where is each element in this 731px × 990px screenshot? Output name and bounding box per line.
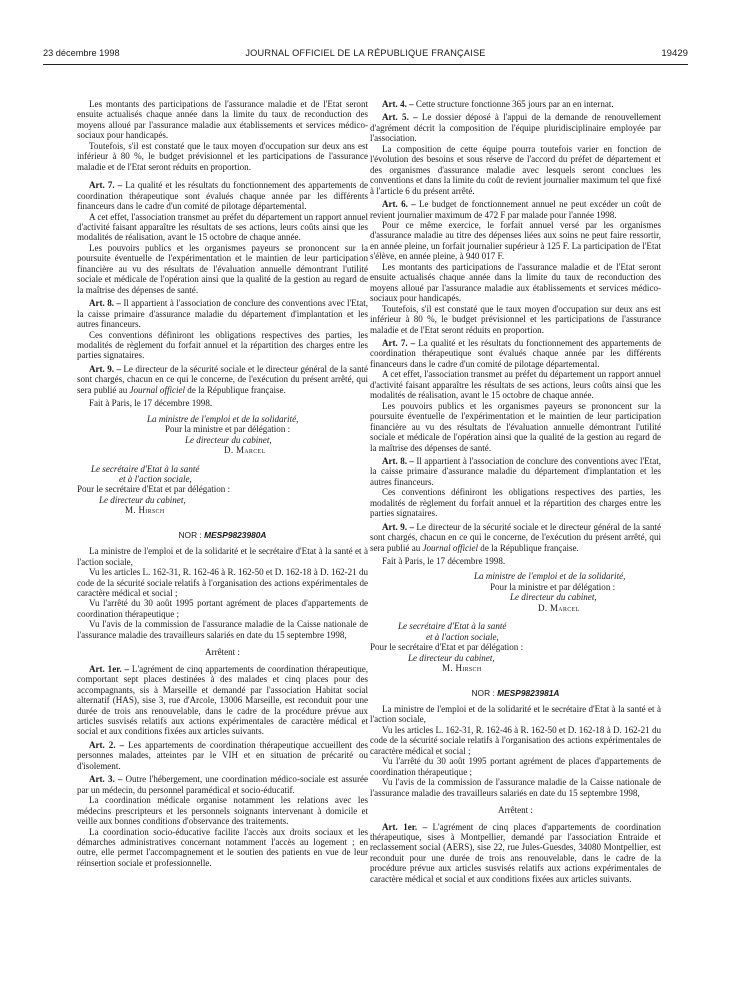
article-text: de la République française. bbox=[185, 384, 286, 395]
journal-officiel: Journal officiel bbox=[129, 384, 186, 395]
signatory-title: et à l'action sociale, bbox=[426, 631, 499, 642]
article-label: Art. 7. – bbox=[89, 180, 123, 191]
signatory-delegation: Pour le secrétaire d'Etat et par délégation : bbox=[77, 484, 231, 495]
article-text: Outre l'hébergement, une coordination médico-sociale est assurée par un médecin, du personnel paramédical et socio-éducatif. bbox=[77, 774, 368, 795]
article-label: Art. 9. – bbox=[89, 363, 121, 374]
article-3 bbox=[77, 774, 368, 795]
signatory-role: Le directeur du cabinet, bbox=[185, 434, 272, 445]
paragraph: Toutefois, s'il est constaté que le taux moyen d'occupation sur deux ans est inférieur à 80 %, le budget prévisionnel et les participations de l'assurance maladie et de l'Etat seront réduits en proportion. bbox=[77, 140, 368, 172]
article-label: Art. 3. – bbox=[89, 774, 123, 785]
article-2 bbox=[77, 740, 368, 771]
article-text: de la République française. bbox=[478, 542, 579, 553]
paragraph: Ces conventions définiront les obligations respectives des parties, les modalités de règlement du forfait annuel et la répartition des charges entre les parties signataires. bbox=[370, 487, 661, 519]
article-8 bbox=[370, 456, 661, 487]
visa: Vu les articles L. 162-31, R. 162-46 à R. 162-50 et D. 162-18 à D. 162-21 du code de la sécurité sociale relatifs à l'organisation des actions expérimentales de caractère médical et social ; bbox=[370, 724, 661, 756]
article-label: Art. 8. – bbox=[382, 455, 414, 466]
visa: Vu l'arrêté du 30 août 1995 portant agrément de places d'appartements de coordination thérapeutique ; bbox=[77, 598, 368, 619]
paragraph: Les montants des participations de l'assurance maladie et de l'Etat seront ensuite actualisés chaque année dans la limite du taux de reconduction des moyens alloué par l'assurance maladie aux établissements et services médico-sociaux pour handicapés. bbox=[370, 261, 661, 304]
header-page-number: 19429 bbox=[661, 48, 688, 59]
article-text: Il appartient à l'association de conclure des conventions avec l'Etat, la caisse primaire d'assurance maladie du département d'implantation et les autres financeurs. bbox=[370, 455, 661, 487]
visa: Vu l'avis de la commission de l'assurance maladie de la Caisse nationale de l'assurance maladie des travailleurs salariés en date du 15 septembre 1998, bbox=[77, 619, 368, 640]
article-7 bbox=[370, 338, 661, 369]
signatory-title: et à l'action sociale, bbox=[119, 473, 192, 484]
article-text: Il appartient à l'association de conclure des conventions avec l'Etat, la caisse primaire d'assurance maladie du département d'implantation et les autres financeurs. bbox=[77, 298, 368, 330]
signatory-delegation: Pour la ministre et par délégation : bbox=[490, 581, 616, 592]
paragraph: A cet effet, l'association transmet au préfet du département un rapport annuel d'activité faisant apparaître les résultats de ses actions, leurs coûts ainsi que les modalités de réalisation, avant le 15 octobre de chaque année. bbox=[370, 369, 661, 401]
paragraph: La composition de cette équipe pourra toutefois varier en fonction de l'évolution des besoins et sous réserve de l'accord du préfet de département et des organismes d'assurance maladie avec lesquels seront conclues les conventions et dans la limite du coût de revient journalier maximum tel que fixé à l'article 6 du présent arrêté. bbox=[370, 143, 661, 196]
article-text: L'agrément de cinq appartements de coordination thérapeutique, comportant sept places destinées à des malades et cinq places pour des accompagnants, sis à Marseille et demandé par l'association Habitat social alternatif (HAS), sise 3, rue d'Arcole, 13006 Marseille, est reconduit pour une durée de trois ans renouvelable, dans le cadre de la procédure prévue aux articles susvisés relatifs aux actions expérimentales de caractère médical et social et aux conditions fixées aux articles suivants. bbox=[77, 663, 369, 737]
article-label: Art. 7. – bbox=[382, 337, 416, 348]
header-date: 23 décembre 1998 bbox=[43, 48, 120, 58]
article-label: Art. 5. – bbox=[382, 112, 418, 123]
arretent: Arrêtent : bbox=[498, 805, 533, 816]
signatory-title: Le secrétaire d'Etat à la santé bbox=[91, 463, 200, 474]
article-label: Art. 6. – bbox=[382, 199, 416, 210]
article-8 bbox=[77, 298, 368, 329]
article-1 bbox=[370, 822, 661, 885]
article-text: Le directeur de la sécurité sociale et le directeur général de la santé sont chargés, chacun en ce qui le concerne, de l'exécution du présent arrêté, qui sera publié au bbox=[77, 363, 368, 395]
paragraph: Les montants des participations de l'assurance maladie et de l'Etat seront ensuite actualisés chaque année dans la limite du taux de reconduction des moyens alloué par l'assurance maladie aux établissements et services médico-sociaux pour handicapés. bbox=[77, 99, 368, 141]
article-label: Art. 4. – bbox=[382, 99, 414, 109]
article-label: Art. 1er. – bbox=[382, 821, 428, 832]
paragraph: Toutefois, s'il est constaté que le taux moyen d'occupation sur deux ans est inférieur à 80 %, le budget prévisionnel et les participations de l'assurance maladie et de l'Etat seront réduits en proportion. bbox=[370, 303, 661, 335]
left-column bbox=[77, 99, 368, 868]
nor-reference: NOR : MESP9823981A bbox=[471, 687, 560, 698]
arretent: Arrêtent : bbox=[205, 647, 240, 658]
signatory-name: M. Hirsch bbox=[442, 663, 482, 674]
article-text: Cette structure fonctionne 365 jours par an en internat. bbox=[413, 99, 614, 109]
signature-date: Fait à Paris, le 17 décembre 1998. bbox=[89, 398, 213, 409]
article-text: Les appartements de coordination thérapeutique accueillent des personnes malades, atteintes par le VIH et en situation de précarité ou d'isolement. bbox=[77, 739, 369, 771]
header-rule bbox=[43, 64, 688, 65]
signatory-name: M. Hirsch bbox=[125, 505, 165, 516]
article-text: La qualité et les résultats du fonctionnement des appartements de coordination thérapeutique sont évalués chaque année par les différents financeurs dans le cadre d'un comité de pilotage départemental. bbox=[370, 337, 661, 369]
signatory-name: D. Marcel bbox=[538, 602, 580, 613]
signature-date: Fait à Paris, le 17 décembre 1998. bbox=[382, 556, 506, 567]
signatory-title: Le secrétaire d'Etat à la santé bbox=[398, 621, 507, 632]
nor-reference: NOR : MESP9823980A bbox=[178, 529, 267, 540]
article-9 bbox=[77, 364, 368, 395]
article-text: L'agrément de cinq places d'appartements de coordination thérapeutique, sises à Montpellier, demandé par l'association Entraide et reclassement social (AERS), sise 22, rue Jules-Guesdes, 34080 Montpellier, est reconduit pour une durée de trois ans renouvelable, dans le cadre de la procédure prévue aux articles susvisés relatifs aux actions expérimentales de caractère médical et social et aux conditions fixées aux articles suivants. bbox=[370, 821, 661, 884]
article-label: Art. 2. – bbox=[89, 739, 125, 750]
signatory-title: La ministre de l'emploi et de la solidarité, bbox=[147, 413, 299, 424]
visa: Vu l'arrêté du 30 août 1995 portant agrément de places d'appartements de coordination thérapeutique ; bbox=[370, 756, 661, 777]
journal-officiel: Journal officiel bbox=[422, 542, 479, 553]
preamble: La ministre de l'emploi et de la solidarité et le secrétaire d'Etat à la santé et à l'action sociale, bbox=[77, 546, 368, 567]
paragraph: La coordination médicale organise notamment les relations avec les médecins prescripteurs et les personnels soignants intervenant à domicile et veille aux bonnes conditions d'observance des traitements. bbox=[77, 795, 368, 827]
article-text: Le directeur de la sécurité sociale et le directeur général de la santé sont chargés, chacun en ce qui le concerne, de l'exécution du présent arrêté, qui sera publié au bbox=[370, 521, 661, 553]
signatory-role: Le directeur du cabinet, bbox=[99, 494, 186, 505]
paragraph: Les pouvoirs publics et les organismes payeurs se prononcent sur la poursuite éventuelle de l'expérimentation et le maintien de leur participation financière au vu des résultats de l'évaluation annuelle démontrant l'utilité sociale et médicale de l'opération ainsi que la qualité de la gestion au regard de la maîtrise des dépenses de santé. bbox=[77, 242, 368, 295]
paragraph: A cet effet, l'association transmet au préfet du département un rapport annuel d'activité faisant apparaître les résultats de ses actions, leurs coûts ainsi que les modalités de réalisation, avant le 15 octobre de chaque année. bbox=[77, 211, 368, 243]
right-column bbox=[370, 99, 661, 884]
article-7 bbox=[77, 180, 368, 211]
article-text: Le dossier déposé à l'appui de la demande de renouvellement d'agrément décrit la composition de l'équipe pluridisciplinaire employée par l'association. bbox=[370, 112, 662, 144]
article-label: Art. 8. – bbox=[89, 298, 121, 309]
article-text: Le budget de fonctionnement annuel ne peut excéder un coût de revient journalier maximum de 472 F par malade pour l'année 1998. bbox=[370, 199, 662, 220]
visa: Vu l'avis de la commission de l'assurance maladie de la Caisse nationale de l'assurance maladie des travailleurs salariés en date du 15 septembre 1998, bbox=[370, 777, 661, 798]
article-label: Art. 1er. – bbox=[89, 663, 130, 674]
article-9 bbox=[370, 522, 661, 553]
signatory-title: La ministre de l'emploi et de la solidarité, bbox=[474, 571, 626, 582]
signatory-delegation: Pour le secrétaire d'Etat et par délégation : bbox=[370, 642, 524, 653]
article-4 bbox=[370, 99, 661, 109]
paragraph: Ces conventions définiront les obligations respectives des parties, les modalités de règlement du forfait annuel et la répartition des charges entre les parties signataires. bbox=[77, 329, 368, 361]
paragraph: La coordination socio-éducative facilite l'accès aux droits sociaux et les démarches administratives concernant notamment l'accès au logement ; en outre, elle permet l'accompagnement et le soutien des patients en vue de leur réinsertion sociale et professionnelle. bbox=[77, 826, 368, 868]
article-1 bbox=[77, 664, 368, 737]
article-5 bbox=[370, 112, 661, 143]
signatory-role: Le directeur du cabinet, bbox=[408, 652, 495, 663]
signatory-role: Le directeur du cabinet, bbox=[510, 592, 597, 603]
paragraph: Les pouvoirs publics et les organismes payeurs se prononcent sur la poursuite éventuelle de l'expérimentation et le maintien de leur participation financière au vu des résultats de l'évaluation annuelle démontrant l'utilité sociale et médicale de l'opération ainsi que la qualité de la gestion au regard de la maîtrise des dépenses de santé. bbox=[370, 400, 661, 453]
visa: Vu les articles L. 162-31, R. 162-46 à R. 162-50 et D. 162-18 à D. 162-21 du code de la sécurité sociale relatifs à l'organisation des actions expérimentales de caractère médical et social ; bbox=[77, 567, 368, 599]
paragraph: Pour ce même exercice, le forfait annuel versé par les organismes d'assurance maladie au titre des dépenses liées aux soins ne peut faire ressortir, en année pleine, un forfait journalier supérieur à 125 F. La participation de l'Etat s'élève, en année pleine, à 940 017 F. bbox=[370, 219, 661, 262]
signatory-delegation: Pour la ministre et par délégation : bbox=[165, 424, 291, 435]
header-title: JOURNAL OFFICIEL DE LA RÉPUBLIQUE FRANÇAISE bbox=[245, 48, 486, 58]
article-6 bbox=[370, 199, 661, 220]
article-label: Art. 9. – bbox=[382, 521, 414, 532]
article-text: La qualité et les résultats du fonctionnement des appartements de coordination thérapeutique sont évalués chaque année par les différents financeurs dans le cadre d'un comité de pilotage départemental. bbox=[77, 180, 368, 212]
page-header bbox=[43, 48, 688, 62]
preamble: La ministre de l'emploi et de la solidarité et le secrétaire d'Etat à la santé et à l'action sociale, bbox=[370, 704, 661, 725]
signatory-name: D. Marcel bbox=[224, 445, 266, 456]
